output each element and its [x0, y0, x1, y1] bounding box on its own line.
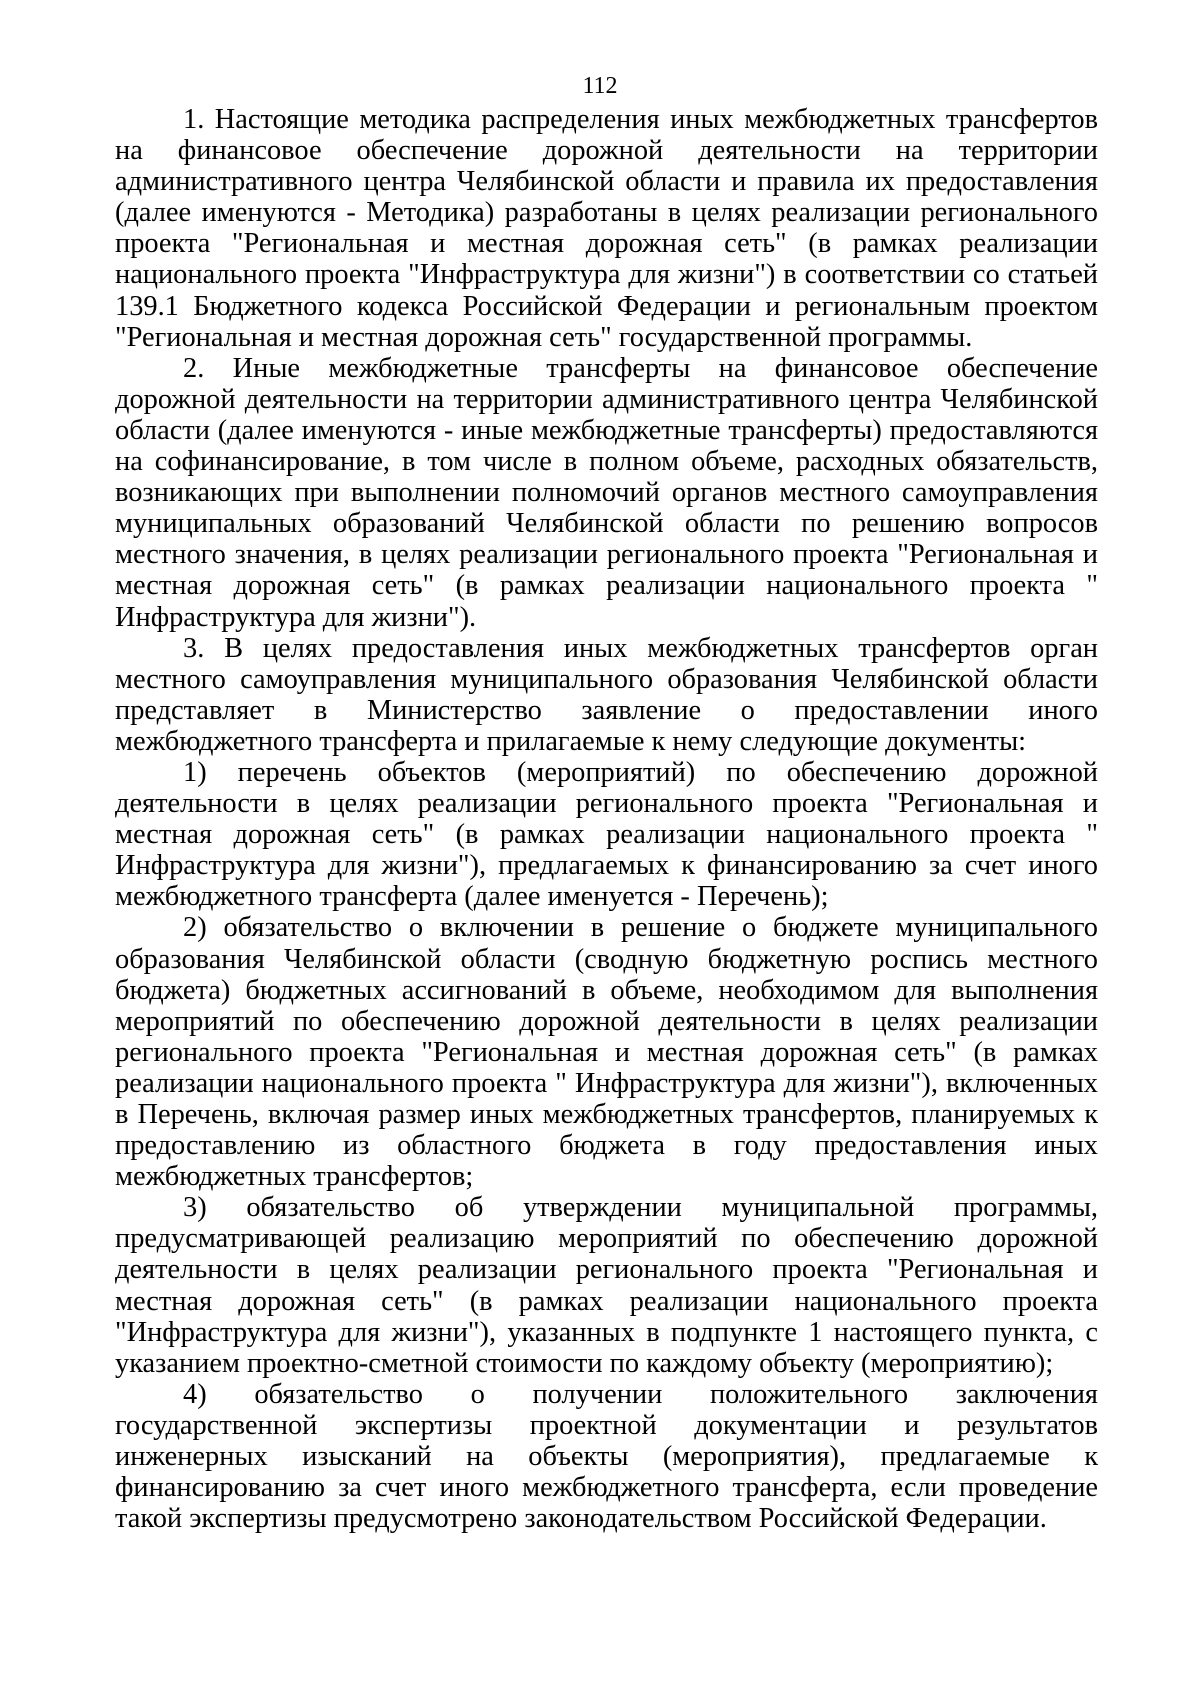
list-item-2: 2) обязательство о включении в решение о бюджете муниципального образования Челябинской области (сводную бюджетную роспись местного бюджета) бюджетных ассигнований в объеме, необходимом для выполнения мероприятий по обеспечению дорожной деятельности в целях реализации регионального проекта "Региональная и местная дорожная сеть" (в рамках реализации национального проекта " Инфраструктура для жизни"), включенных в Перечень, включая размер иных межбюджетных трансфертов, планируемых к предоставлению из областного бюджета в году предоставления иных межбюджетных трансфертов;: [115, 912, 1098, 1193]
paragraph-1: 1. Настоящие методика распределения иных межбюджетных трансфертов на финансовое обеспечение дорожной деятельности на территории административного центра Челябинской области и правила их предоставления (далее именуются - Методика) разработаны в целях реализации регионального проекта "Региональная и местная дорожная сеть" (в рамках реализации национального проекта "Инфраструктура для жизни") в соответствии со статьей 139.1 Бюджетного кодекса Российской Федерации и региональным проектом "Региональная и местная дорожная сеть" государственной программы.: [115, 104, 1098, 353]
paragraph-3: 3. В целях предоставления иных межбюджетных трансфертов орган местного самоуправления муниципального образования Челябинской области представляет в Министерство заявление о предоставлении иного межбюджетного трансферта и прилагаемые к нему следующие документы:: [115, 632, 1098, 757]
document-body: [115, 104, 1098, 1534]
page-number: 112: [582, 73, 618, 99]
paragraph-2: 2. Иные межбюджетные трансферты на финансовое обеспечение дорожной деятельности на территории административного центра Челябинской области (далее именуются - иные межбюджетные трансферты) предоставляются на софинансирование, в том числе в полном объеме, расходных обязательств, возникающих при выполнении полномочий органов местного самоуправления муниципальных образований Челябинской области по решению вопросов местного значения, в целях реализации регионального проекта "Региональная и местная дорожная сеть" (в рамках реализации национального проекта " Инфраструктура для жизни").: [115, 352, 1098, 633]
list-item-3: 3) обязательство об утверждении муниципальной программы, предусматривающей реализацию мероприятий по обеспечению дорожной деятельности в целях реализации регионального проекта "Региональная и местная дорожная сеть" (в рамках реализации национального проекта "Инфраструктура для жизни"), указанных в подпункте 1 настоящего пункта, с указанием проектно-сметной стоимости по каждому объекту (мероприятию);: [115, 1192, 1098, 1379]
list-item-1: 1) перечень объектов (мероприятий) по обеспечению дорожной деятельности в целях реализации регионального проекта "Региональная и местная дорожная сеть" (в рамках реализации национального проекта " Инфраструктура для жизни"), предлагаемых к финансированию за счет иного межбюджетного трансферта (далее именуется - Перечень);: [115, 756, 1098, 913]
list-item-4: 4) обязательство о получении положительного заключения государственной экспертизы проектной документации и результатов инженерных изысканий на объекты (мероприятия), предлагаемые к финансированию за счет иного межбюджетного трансферта, если проведение такой экспертизы предусмотрено законодательством Российской Федерации.: [115, 1378, 1098, 1535]
